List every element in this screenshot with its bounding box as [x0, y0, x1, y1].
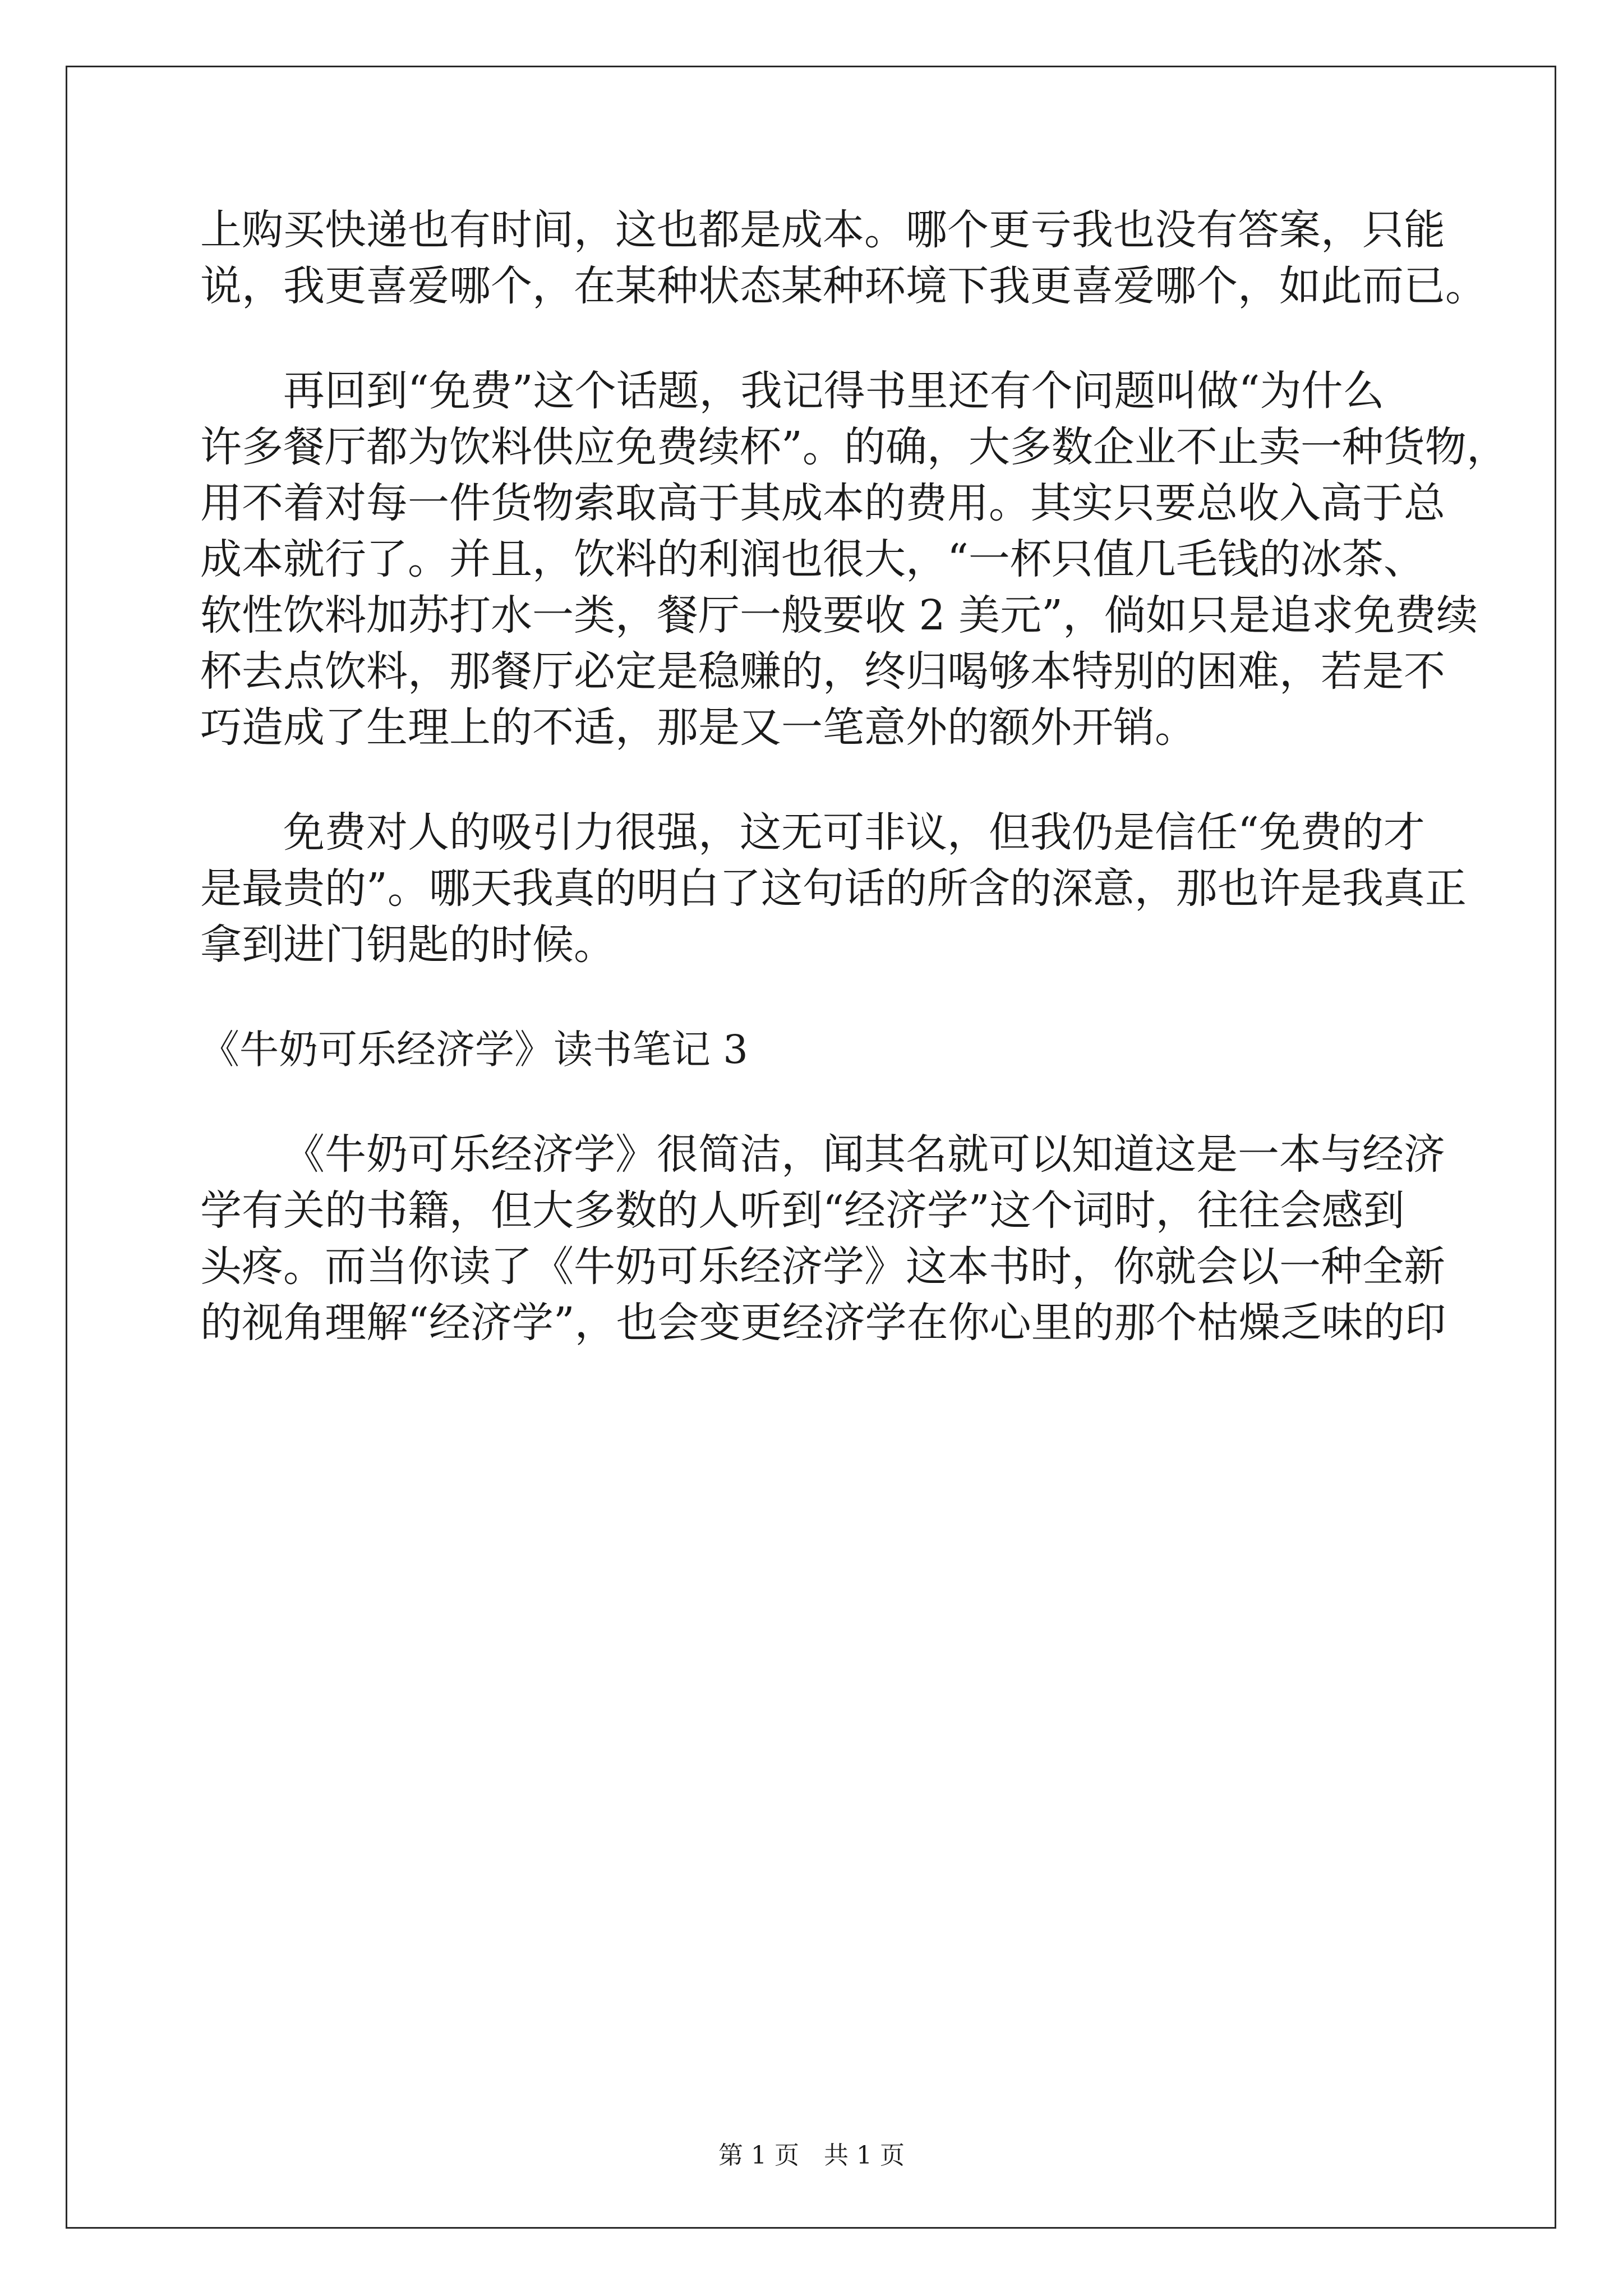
paragraph-start: 再回到“免费”这个话题，我记得书里还有个问题叫做“为什么 [283, 367, 1385, 415]
text-line: 拿到进门钥匙的时候。 [200, 921, 615, 969]
text-line: 学有关的书籍，但大多数的人听到“经济学”这个词时，往往会感到 [200, 1186, 1405, 1235]
text-line: 头疼。而当你读了《牛奶可乐经济学》这本书时，你就会以一种全新 [200, 1243, 1445, 1291]
text-line: 巧造成了生理上的不适，那是又一笔意外的额外开销。 [200, 703, 1196, 752]
text-line: 的视角理解“经济学”，也会变更经济学在你心里的那个枯燥乏味的印 [200, 1299, 1446, 1347]
text-line: 许多餐厅都为饮料供应免费续杯”。的确，大多数企业不止卖一种货物， [200, 423, 1508, 471]
section-heading: 《牛奶可乐经济学》读书笔记 3 [200, 1027, 748, 1073]
page-footer: 第 1 页 共 1 页 [718, 2141, 905, 2170]
text-line: 是最贵的”。哪天我真的明白了这句话的所含的深意，那也许是我真正 [200, 864, 1467, 913]
text-line: 杯去点饮料，那餐厅必定是稳赚的，终归喝够本特别的困难，若是不 [200, 647, 1445, 696]
text-line: 成本就行了。并且，饮料的利润也很大，“一杯只值几毛钱的冰茶、 [200, 535, 1425, 583]
paragraph-start: 免费对人的吸引力很强，这无可非议，但我仍是信任“免费的才 [283, 808, 1425, 857]
text-line: 用不着对每一件货物索取高于其成本的费用。其实只要总收入高于总 [200, 479, 1445, 527]
text-line: 软性饮料加苏打水一类，餐厅一般要收 2 美元”，倘如只是追求免费续 [200, 591, 1478, 639]
paragraph-start: 《牛奶可乐经济学》很简洁，闻其名就可以知道这是一本与经济 [283, 1130, 1445, 1179]
document-body [200, 202, 1508, 1351]
text-line: 说，我更喜爱哪个，在某种状态某种环境下我更喜爱哪个，如此而已。 [200, 262, 1487, 310]
text-line: 上购买快递也有时间，这也都是成本。哪个更亏我也没有答案，只能 [200, 206, 1445, 254]
